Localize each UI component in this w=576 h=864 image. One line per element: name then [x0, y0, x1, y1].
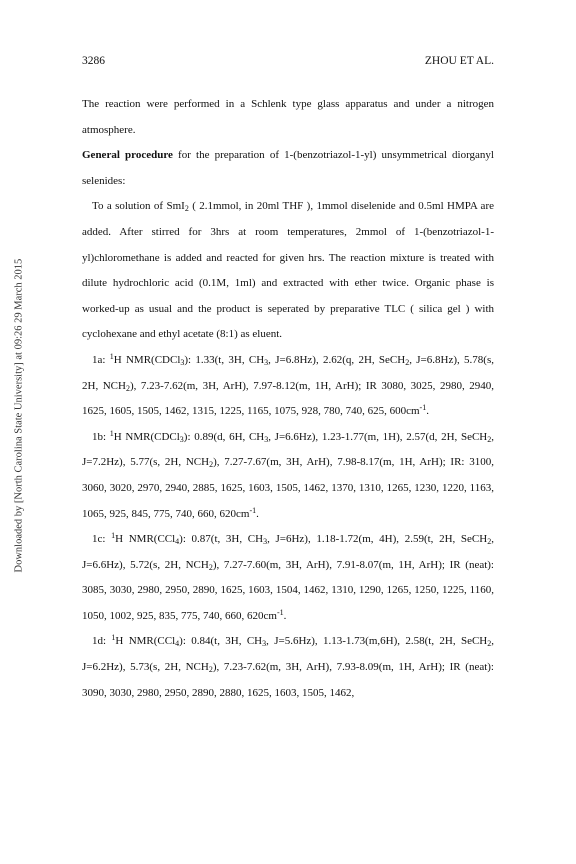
compound-1a-data: 1a: $^1$H NMR(CDCl$_3$): 1.33(t, 3H, $CH_3$, J=6.8Hz), 2.62(q, 2H, SeCH$_2$, J=6.8Hz), 5.78(s, 2H, $NCH_2$), 7.23-7.62(m, 3H, ArH), 7.97-8.12(m, 1H, ArH); IR 3080, 3025, 2980, 2940, 1625, 1605, 1505, 1462, 1315, 1225, 1165, 1075, 928, 780, 740, 625, $600cm^{-1}$. — [82, 351, 494, 418]
page-header — [82, 55, 494, 71]
intro-paragraph: The reaction were performed in a Schlenk type glass apparatus and under a nitrogen atmosphere. — [82, 98, 494, 136]
compound-1d-data: 1d: $^1$H NMR(CCl$_4$): 0.84(t, 3H, $CH_3$, J=5.6Hz), 1.13-1.73(m,6H), 2.58(t, 2H, SeCH$_2$, J=6.2Hz), 5.73(s, 2H, $NCH_2$), 7.23-7.62(m, 3H, ArH), 7.93-8.09(m, 1H, ArH); IR (neat): 3090, 3030, 2980, 2950, 2890, 2880, 1625, 1603, 1505, 1462, — [82, 633, 494, 699]
general-procedure-label: General procedure — [82, 149, 173, 162]
compound-1b-data: 1b: $^1$H NMR(CDCl$_3$): 0.89(d, 6H, $CH_3$, J=6.6Hz), 1.23-1.77(m, 1H), 2.57(d, 2H, SeCH$_2$, J=7.2Hz), 5.77(s, 2H, $NCH_2$), 7.27-7.67(m, 3H, ArH), 7.98-8.17(m, 1H, ArH); IR: 3100, 3060, 3020, 2970, 2940, 2885, 1625, 1603, 1505, 1462, 1370, 1310, 1265, 1230, 1220, 1163, 1065, 925, 845, 775, 740, 660, $620cm^{-1}$. — [82, 428, 494, 520]
running-head: ZHOU ET AL. — [424, 55, 494, 67]
general-procedure-heading-paragraph — [82, 143, 494, 194]
download-watermark: Downloaded by [North Carolina State University] at 09:26 29 March 2015 — [13, 258, 25, 573]
procedure-paragraph: To a solution of SmI$_2$ ( 2.1mmol, in 20ml THF ), 1mmol diselenide and 0.5ml HMPA are added. After stirred for 3hrs at room temperatures, 2mmol of 1-(benzotriazol-1-yl)chloromethane is added and reacted for given hrs. The reaction mixture is treated with dilute hydrochloric acid (0.1M, 1ml) and extracted with ether twice. Organic phase is worked-up as usual and the product is seperated by preparative TLC ( silica gel ) with cyclohexane and ethyl acetate (8:1) as eluent. — [82, 200, 494, 341]
page-number: 3286 — [82, 55, 105, 67]
article-body — [82, 92, 494, 706]
compound-1c-data: 1c: $^1$H NMR(CCl$_4$): 0.87(t, 3H, $CH_3$, J=6Hz), 1.18-1.72(m, 4H), 2.59(t, 2H, SeCH$_2$, J=6.6Hz), 5.72(s, 2H, $NCH_2$), 7.27-7.60(m, 3H, ArH), 7.91-8.07(m, 1H, ArH); IR (neat): 3085, 3030, 2980, 2950, 2890, 1625, 1603, 1504, 1462, 1310, 1290, 1265, 1250, 1225, 1160, 1050, 1002, 925, 835, 775, 740, 660, $620cm^{-1}$. — [82, 531, 494, 622]
general-procedure-text: for the preparation of 1-(benzotriazol-1-yl) unsymmetrical diorganyl selenides: — [82, 149, 494, 187]
